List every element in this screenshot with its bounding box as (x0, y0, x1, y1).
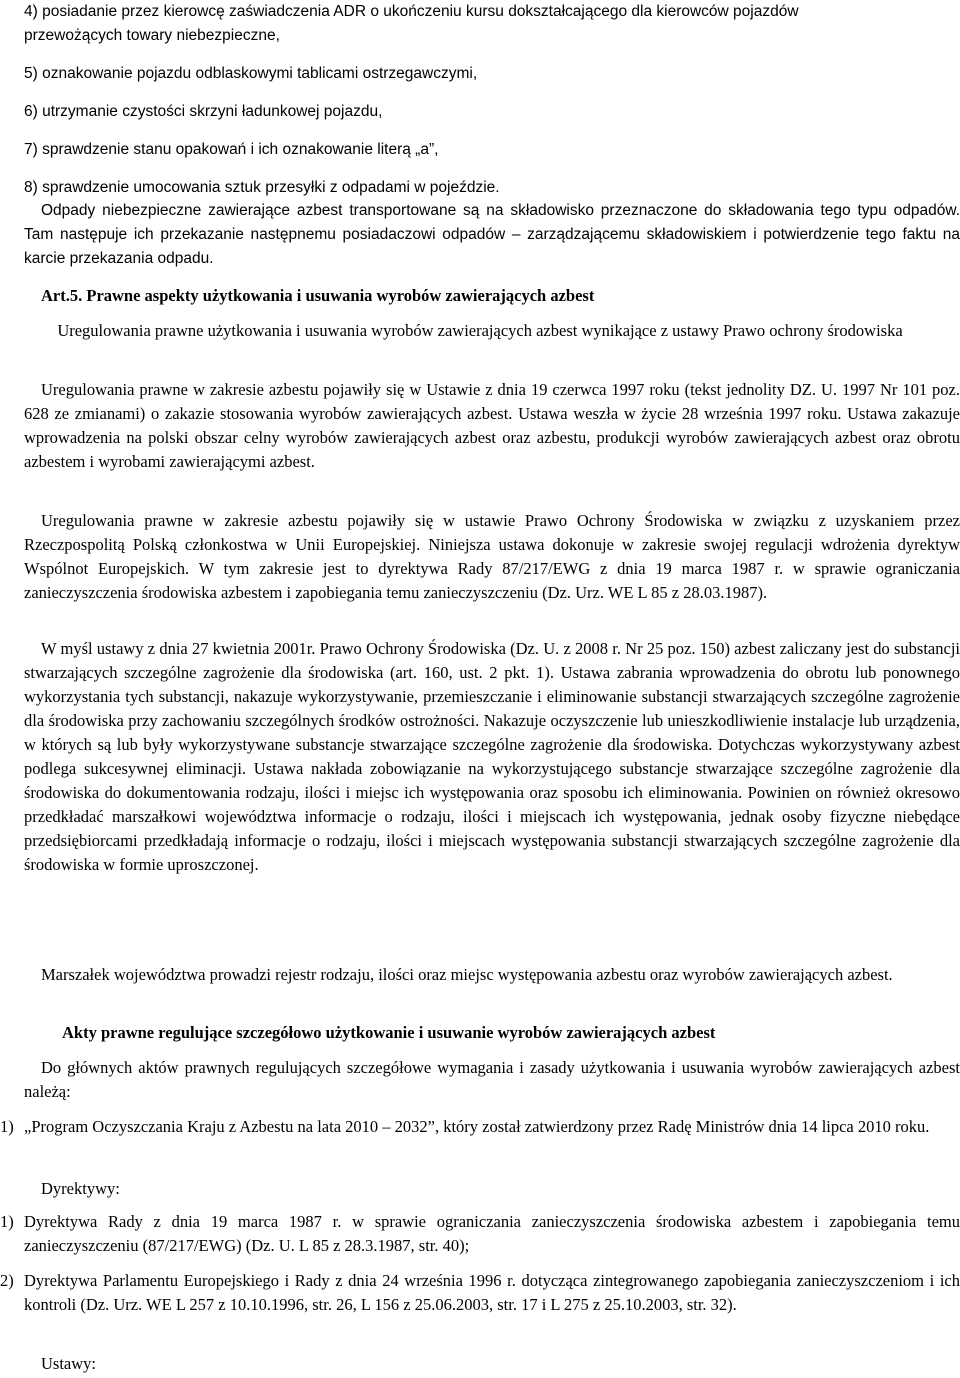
directives-label: Dyrektywy: (41, 1179, 120, 1198)
paragraph-environmental-law: W myśl ustawy z dnia 27 kwietnia 2001r. Prawo Ochrony Środowiska (Dz. U. z 2008 r. Nr 25 poz. 150) azbest zaliczany jest do substancji stwarzających szczególne zagrożenie dla środowiska (art. 160, ust. 2 pkt. 1). Ustawa zabrania wprowadzenia do obrotu lub ponownego wykorzystania tych substancji, nakazuje wykorzystywanie, przemieszczanie i eliminowanie substancji stwarzających szczególne zagrożenie dla środowiska przy zachowaniu szczególnych środków ostrożności. Nakazuje oczyszczenie lub unieszkodliwienie instalacje lub urządzenia, w których są lub były wykorzystywane substancje stwarzające szczególne zagrożenie dla środowiska. Dotychczas wykorzystywany azbest podlega sukcesywnej eliminacji. Ustawa nakłada zobowiązanie na wykorzystującego substancje stwarzające szczególne zagrożenie dla środowiska do dokumentowania rodzaju, ilości i miejsc ich występowania oraz sposobu ich eliminowania. Powinien on również okresowo przedkładać marszałkowi województwa informacje o rodzaju, ilości i miejscach ich występowania, jednak osoby fizyczne niebędące przedsiębiorcami przedkładają informacje o rodzaju, ilości i miejscach występowania substancji stwarzających szczególne zagrożenie dla środowiska w formie uproszczonej. (24, 639, 960, 874)
waste-transport-paragraph: Odpady niebezpieczne zawierające azbest transportowane są na składowisko przeznaczone do składowania tego typu odpadów. Tam następuje ich przekazanie następnemu posiadaczowi odpadów – zarządzającemu składowiskiem i potwierdzenie tego faktu na karcie przekazania odpadu. (24, 202, 960, 267)
subheading-legal-acts: Akty prawne regulujące szczegółowo użytkowanie i usuwanie wyrobów zawierających azbest (62, 1023, 716, 1042)
list-item-5: 5) oznakowanie pojazdu odblaskowymi tablicami ostrzegawczymi, (24, 65, 478, 82)
list-item-6: 6) utrzymanie czystości skrzyni ładunkowej pojazdu, (24, 103, 383, 120)
list-item-8: 8) sprawdzenie umocowania sztuk przesyłki z odpadami w pojeździe. (24, 179, 500, 196)
directive-list-item-2 (0, 1269, 960, 1317)
list-number: 2) (0, 1271, 14, 1290)
subheading-poś: Uregulowania prawne użytkowania i usuwania wyrobów zawierających azbest wynikające z ustawy Prawo ochrony środowiska (57, 321, 903, 340)
paragraph-marshal-register: Marszałek województwa prowadzi rejestr rodzaju, ilości oraz miejsc występowania azbestu oraz wyrobów zawierających azbest. (41, 965, 893, 984)
list-text: Dyrektywa Rady z dnia 19 marca 1987 r. w sprawie ograniczania zanieczyszczenia środowiska azbestem i zapobiegania temu zanieczyszczeniu (87/217/EWG) (Dz. U. L 85 z 28.3.1987, str. 40); (24, 1212, 960, 1255)
program-list-item (0, 1115, 960, 1139)
paragraph-main-acts: Do głównych aktów prawnych regulujących szczegółowe wymagania i zasady użytkowania i usuwania wyrobów zawierających azbest należą: (24, 1058, 960, 1101)
directive-list-item-1 (0, 1210, 960, 1258)
list-text: Dyrektywa Parlamentu Europejskiego i Rady z dnia 24 września 1996 r. dotycząca zintegrowanego zapobiegania zanieczyszczeniom i ich kontroli (Dz. Urz. WE L 257 z 10.10.1996, str. 26, L 156 z 25.06.2003, str. 17 i L 275 z 25.10.2003, str. 32). (24, 1271, 960, 1314)
list-number: 1) (0, 1212, 14, 1231)
list-number: 1) (0, 1117, 14, 1136)
transport-requirements-list (24, 0, 954, 200)
list-item-4: 4) posiadanie przez kierowcę zaświadczenia ADR o ukończeniu kursu dokształcającego dla kierowców pojazdów przewożących towary niebezpieczne, (24, 3, 799, 44)
list-text: „Program Oczyszczania Kraju z Azbestu na lata 2010 – 2032”, który został zatwierdzony przez Radę Ministrów dnia 14 lipca 2010 roku. (24, 1117, 930, 1136)
list-item-7: 7) sprawdzenie stanu opakowań i ich oznakowanie literą „a”, (24, 141, 439, 158)
art5-heading: Art.5. Prawne aspekty użytkowania i usuwania wyrobów zawierających azbest (41, 286, 595, 305)
paragraph-eu-membership: Uregulowania prawne w zakresie azbestu pojawiły się w ustawie Prawo Ochrony Środowiska w związku z uzyskaniem przez Rzeczpospolitą Polską członkostwa w Unii Europejskiej. Niniejsza ustawa dokonuje w zakresie swojej regulacji wdrożenia dyrektyw Wspólnot Europejskich. W tym zakresie jest to dyrektywa Rady 87/217/EWG z dnia 19 marca 1987 r. w sprawie ograniczania zanieczyszczenia środowiska azbestem i zapobiegania temu zanieczyszczeniu (Dz. Urz. WE L 85 z 28.03.1987). (24, 511, 960, 602)
paragraph-asbestos-ban-act: Uregulowania prawne w zakresie azbestu pojawiły się w Ustawie z dnia 19 czerwca 1997 roku (tekst jednolity DZ. U. 1997 Nr 101 poz. 628 ze zmianami) o zakazie stosowania wyrobów zawierających azbest. Ustawa weszła w życie 28 września 1997 roku. Ustawa zakazuje wprowadzenia na polski obszar celny wyrobów zawierających azbest oraz azbestu, produkcji wyrobów zawierających azbest oraz obrotu azbestem i wyrobami zawierającymi azbest. (24, 380, 960, 471)
acts-label: Ustawy: (41, 1354, 96, 1373)
